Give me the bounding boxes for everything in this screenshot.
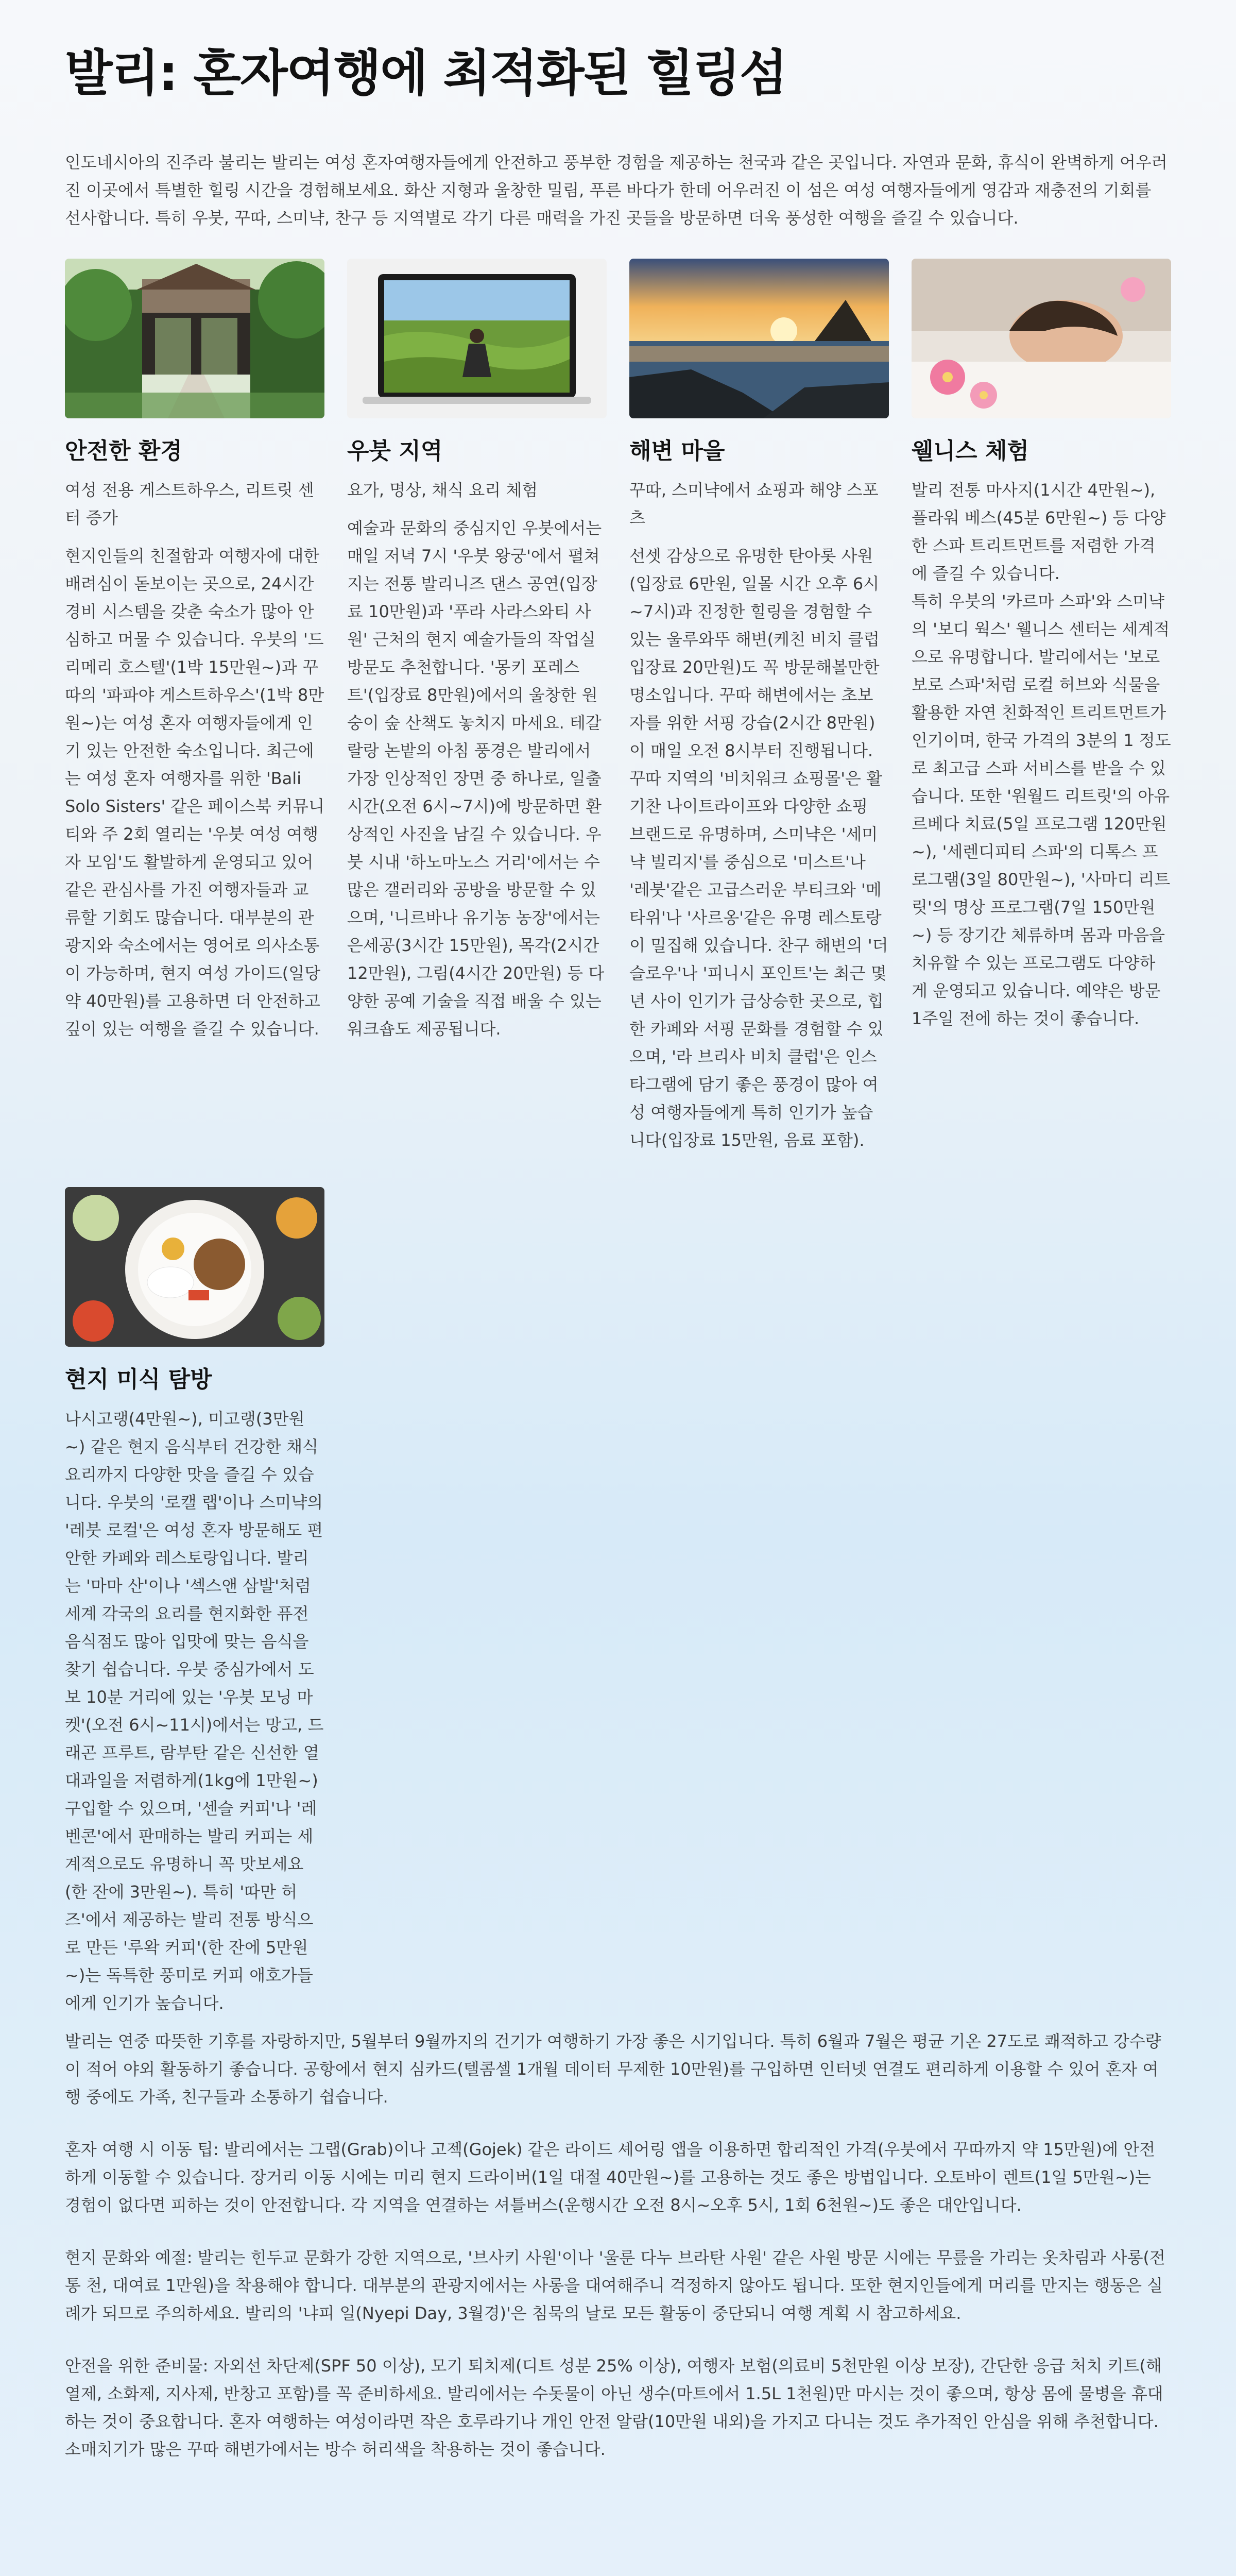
feature-grid xyxy=(65,259,1171,2018)
card-beach xyxy=(629,259,889,1155)
spa-massage-image xyxy=(912,259,1171,418)
card-food xyxy=(65,1187,324,2017)
card-ubud xyxy=(347,259,607,1155)
intro-paragraph: 인도네시아의 진주라 불리는 발리는 여성 혼자여행자들에게 안전하고 풍부한 경험을 제공하는 천국과 같은 곳입니다. 자연과 문화, 휴식이 완벽하게 어우러진 이곳에서 특별한 힐링 시간을 경험해보세요. 화산 지형과 울창한 밀림, 푸른 바다가 한데 어우러진 이 섬은 여성 여행자들에게 영감과 재충전의 기회를 선사합니다. 특히 우붓, 꾸따, 스미냑, 찬구 등 지역별로 각기 다른 매력을 가진 곳들을 방문하면 더욱 풍성한 여행을 즐길 수 있습니다. xyxy=(65,152,1168,228)
laptop-yoga-image xyxy=(347,259,607,418)
card-title: 웰니스 체험 xyxy=(912,437,1029,464)
card-title: 우붓 지역 xyxy=(347,437,443,464)
card-title: 안전한 환경 xyxy=(65,437,182,464)
card-subtitle: 꾸따, 스미냑에서 쇼핑과 해양 스포츠 xyxy=(629,480,879,528)
paragraph-transport: 혼자 여행 시 이동 팁: 발리에서는 그랩(Grab)이나 고젝(Gojek) 같은 라이드 셰어링 앱을 이용하면 합리적인 가격(우붓에서 꾸따까지 약 15만원)에 안전하게 이동할 수 있습니다. 장거리 이동 시에는 미리 현지 드라이버(1일 대절 40만원~)를 고용하는 것도 좋은 방법입니다. 오토바이 렌트(1일 5만원~)는 경험이 없다면 피하는 것이 안전합니다. 각 지역을 연결하는 셔틀버스(운행시간 오전 8시~오후 5시, 1회 6천원~)도 좋은 대안입니다. xyxy=(65,2140,1156,2215)
card-title: 해변 마을 xyxy=(629,437,725,464)
paragraph-culture: 현지 문화와 예절: 발리는 힌두교 문화가 강한 지역으로, '브사키 사원'이나 '울룬 다누 브라탄 사원' 같은 사원 방문 시에는 무릎을 가리는 옷차림과 사롱(전통 천, 대여료 1만원)을 착용해야 합니다. 대부분의 관광지에서는 사롱을 대여해주니 걱정하지 않아도 됩니다. 또한 현지인들에게 머리를 만지는 행동은 실례가 되므로 주의하세요. 발리의 '냐피 일(Nyepi Day, 3월경)'은 침묵의 날로 모든 활동이 중단되니 여행 계획 시 참고하세요. xyxy=(65,2248,1165,2324)
closing-paragraphs xyxy=(65,2027,1171,2463)
beach-sunset-image xyxy=(629,259,889,418)
card-wellness xyxy=(912,259,1171,1155)
paragraph-safety: 안전을 위한 준비물: 자외선 차단제(SPF 50 이상), 모기 퇴치제(디트 성분 25% 이상), 여행자 보험(의료비 5천만원 이상 보장), 간단한 응급 처치 키트(해열제, 소화제, 지사제, 반창고 포함)를 꼭 준비하세요. 발리에서는 수돗물이 아닌 생수(마트에서 1.5L 1천원)만 마시는 것이 좋으며, 항상 몸에 물병을 휴대하는 것이 중요합니다. 혼자 여행하는 여성이라면 작은 호루라기나 개인 안전 알람(10만원 내외)을 가지고 다니는 것도 추가적인 안심을 위해 추천합니다. 소매치기가 많은 꾸따 해변가에서는 방수 허리색을 착용하는 것이 좋습니다. xyxy=(65,2356,1163,2460)
card-description: 선셋 감상으로 유명한 탄아롯 사원(입장료 6만원, 일몰 시간 오후 6시~7시)과 진정한 힐링을 경험할 수 있는 울루와뚜 해변(케친 비치 클럽 입장료 20만원)도 꼭 방문해볼만한 명소입니다. 꾸따 해변에서는 초보자를 위한 서핑 강습(2시간 8만원)이 매일 오전 8시부터 진행됩니다. 꾸따 지역의 '비치워크 쇼핑몰'은 활기찬 나이트라이프와 다양한 쇼핑 브랜드로 유명하며, 스미냑은 '세미냑 빌리지'를 중심으로 '미스트'나 '레붓'같은 고급스러운 부티크와 '메타위'나 '사르옹'같은 유명 레스토랑이 밀집해 있습니다. 찬구 해변의 '더 슬로우'나 '피니시 포인트'는 최근 몇 년 사이 인기가 급상승한 곳으로, 힙한 카페와 서핑 문화를 경험할 수 있으며, '라 브리사 비치 클럽'은 인스타그램에 담기 좋은 풍경이 많아 여성 여행자들에게 특히 인기가 높습니다(입장료 15만원, 음료 포함). xyxy=(629,546,888,1150)
card-title: 현지 미식 탐방 xyxy=(65,1366,212,1393)
card-safe-environment xyxy=(65,259,324,1155)
card-description: 예술과 문화의 중심지인 우붓에서는 매일 저녁 7시 '우붓 왕궁'에서 펼쳐지는 전통 발리니즈 댄스 공연(입장료 10만원)과 '푸라 사라스와티 사원' 근처의 현지 예술가들의 작업실 방문도 추천합니다. '몽키 포레스트'(입장료 8만원)에서의 울창한 원숭이 숲 산책도 놓치지 마세요. 테갈랄랑 논밭의 아침 풍경은 발리에서 가장 인상적인 장면 중 하나로, 일출 시간(오전 6시~7시)에 방문하면 환상적인 사진을 남길 수 있습니다. 우붓 시내 '하노마노스 거리'에서는 수많은 갤러리와 공방을 방문할 수 있으며, '니르바나 유기농 농장'에서는 은세공(3시간 15만원), 목각(2시간 12만원), 그림(4시간 20만원) 등 다양한 공예 기술을 직접 배울 수 있는 워크숍도 제공됩니다. xyxy=(347,518,605,1039)
guesthouse-gate-image xyxy=(65,259,324,418)
local-food-image xyxy=(65,1187,324,1347)
page-title: 발리: 혼자여행에 최적화된 힐링섬 xyxy=(65,44,786,102)
card-description: 현지인들의 친절함과 여행자에 대한 배려심이 돋보이는 곳으로, 24시간 경비 시스템을 갖춘 숙소가 많아 안심하고 머물 수 있습니다. 우붓의 '드리메리 호스텔'(1박 15만원~)과 꾸따의 '파파야 게스트하우스'(1박 8만원~)는 여성 혼자 여행자들에게 인기 있는 안전한 숙소입니다. 최근에는 여성 혼자 여행자를 위한 'Bali Solo Sisters' 같은 페이스북 커뮤니티와 주 2회 열리는 '우붓 여성 여행자 모임'도 활발하게 운영되고 있어 같은 관심사를 가진 여행자들과 교류할 기회도 많습니다. 대부분의 관광지와 숙소에서는 영어로 의사소통이 가능하며, 현지 여성 가이드(일당 약 40만원)를 고용하면 더 안전하고 깊이 있는 여행을 즐길 수 있습니다. xyxy=(65,546,324,1039)
card-subtitle: 발리 전통 마사지(1시간 4만원~), 플라워 베스(45분 6만원~) 등 다양한 스파 트리트먼트를 저렴한 가격에 즐길 수 있습니다. xyxy=(912,480,1166,584)
card-subtitle: 요가, 명상, 채식 요리 체험 xyxy=(347,480,538,500)
card-description: 특히 우붓의 '카르마 스파'와 스미냑의 '보디 웍스' 웰니스 센터는 세계적으로 유명합니다. 발리에서는 '보로 보로 스파'처럼 로컬 허브와 식물을 활용한 자연 친화적인 트리트먼트가 인기이며, 한국 가격의 3분의 1 정도로 최고급 스파 서비스를 받을 수 있습니다. 또한 '원월드 리트릿'의 아유르베다 치료(5일 프로그램 120만원~), '세렌디피티 스파'의 디톡스 프로그램(3일 80만원~), '사마디 리트릿'의 명상 프로그램(7일 150만원~) 등 장기간 체류하며 몸과 마음을 치유할 수 있는 프로그램도 다양하게 운영되고 있습니다. 예약은 방문 1주일 전에 하는 것이 좋습니다. xyxy=(912,591,1171,1029)
paragraph-climate: 발리는 연중 따뜻한 기후를 자랑하지만, 5월부터 9월까지의 건기가 여행하기 가장 좋은 시기입니다. 특히 6월과 7월은 평균 기온 27도로 쾌적하고 강수량이 적어 야외 활동하기 좋습니다. 공항에서 현지 심카드(텔콤셀 1개월 데이터 무제한 10만원)를 구입하면 인터넷 연결도 편리하게 이용할 수 있어 혼자 여행 중에도 가족, 친구들과 소통하기 쉽습니다. xyxy=(65,2031,1161,2107)
card-description: 나시고랭(4만원~), 미고랭(3만원~) 같은 현지 음식부터 건강한 채식 요리까지 다양한 맛을 즐길 수 있습니다. 우붓의 '로캘 랩'이나 스미냑의 '레붓 로컬'은 여성 혼자 방문해도 편안한 카페와 레스토랑입니다. 발리는 '마마 산'이나 '섹스앤 삼발'처럼 세계 각국의 요리를 현지화한 퓨전 음식점도 많아 입맛에 맞는 음식을 찾기 쉽습니다. 우붓 중심가에서 도보 10분 거리에 있는 '우붓 모닝 마켓'(오전 6시~11시)에서는 망고, 드래곤 프루트, 람부탄 같은 신선한 열대과일을 저렴하게(1kg에 1만원~) 구입할 수 있으며, '센슬 커피'나 '레벤콘'에서 판매하는 발리 커피는 세계적으로도 유명하니 꼭 맛보세요(한 잔에 3만원~). 특히 '따만 허즈'에서 제공하는 발리 전통 방식으로 만든 '루왁 커피'(한 잔에 5만원~)는 독특한 풍미로 커피 애호가들에게 인기가 높습니다. xyxy=(65,1409,324,2013)
card-subtitle: 여성 전용 게스트하우스, 리트릿 센터 증가 xyxy=(65,480,314,528)
